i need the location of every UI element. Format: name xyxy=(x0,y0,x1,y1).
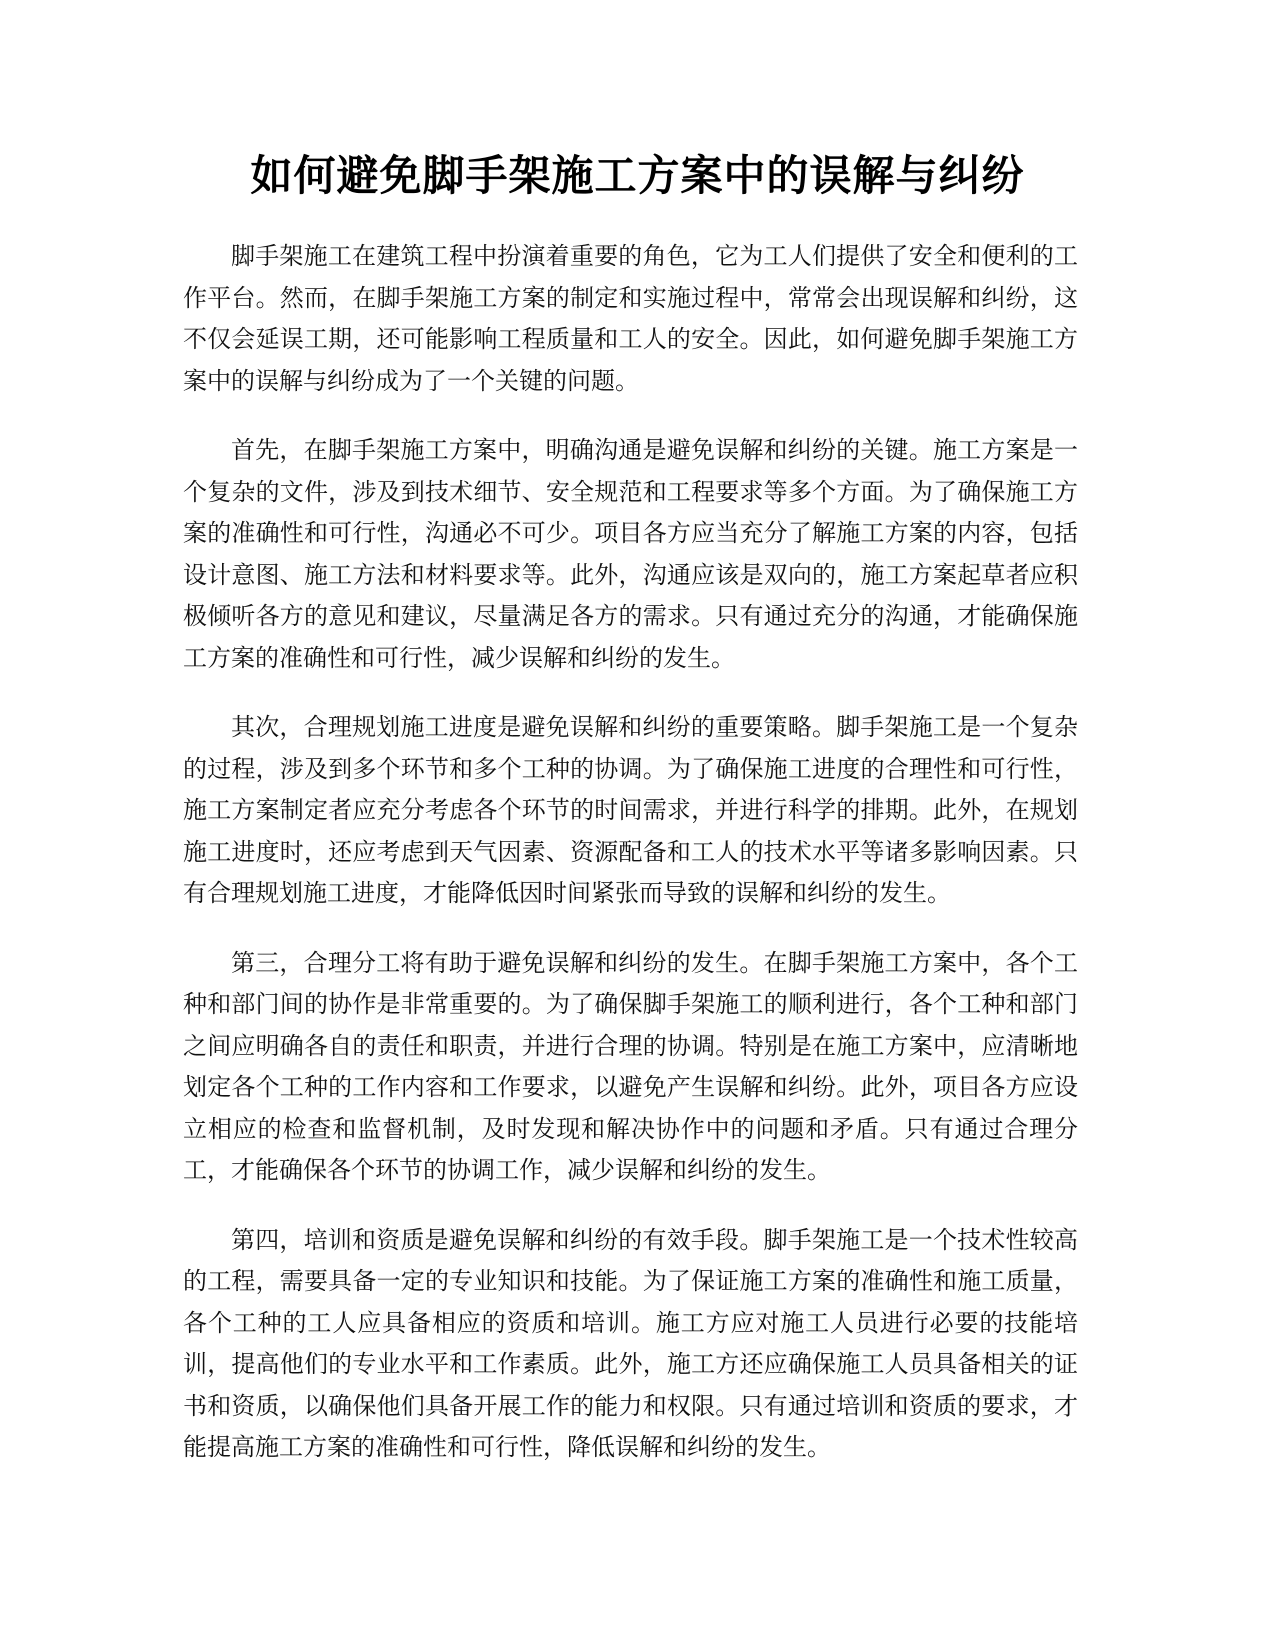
document-title: 如何避免脚手架施工方案中的误解与纠纷 xyxy=(250,151,1025,200)
paragraph-communication: 首先，在脚手架施工方案中，明确沟通是避免误解和纠纷的关键。施工方案是一个复杂的文件，涉及到技术细节、安全规范和工程要求等多个方面。为了确保施工方案的准确性和可行性，沟通必不可少。项目各方应当充分了解施工方案的内容，包括设计意图、施工方法和材料要求等。此外，沟通应该是双向的，施工方案起草者应积极倾听各方的意见和建议，尽量满足各方的需求。只有通过充分的沟通，才能确保施工方案的准确性和可行性，减少误解和纠纷的发生。 xyxy=(183,436,1078,672)
paragraph-division-of-labor: 第三，合理分工将有助于避免误解和纠纷的发生。在脚手架施工方案中，各个工种和部门间的协作是非常重要的。为了确保脚手架施工的顺利进行，各个工种和部门之间应明确各自的责任和职责，并进行合理的协调。特别是在施工方案中，应清晰地划定各个工种的工作内容和工作要求，以避免产生误解和纠纷。此外，项目各方应设立相应的检查和监督机制，及时发现和解决协作中的问题和矛盾。只有通过合理分工，才能确保各个环节的协调工作，减少误解和纠纷的发生。 xyxy=(183,948,1078,1184)
document-body xyxy=(183,236,1078,1497)
paragraph-intro: 脚手架施工在建筑工程中扮演着重要的角色，它为工人们提供了安全和便利的工作平台。然而，在脚手架施工方案的制定和实施过程中，常常会出现误解和纠纷，这不仅会延误工期，还可能影响工程质量和工人的安全。因此，如何避免脚手架施工方案中的误解与纠纷成为了一个关键的问题。 xyxy=(183,242,1078,395)
paragraph-schedule: 其次，合理规划施工进度是避免误解和纠纷的重要策略。脚手架施工是一个复杂的过程，涉及到多个环节和多个工种的协调。为了确保施工进度的合理性和可行性，施工方案制定者应充分考虑各个环节的时间需求，并进行科学的排期。此外，在规划施工进度时，还应考虑到天气因素、资源配备和工人的技术水平等诸多影响因素。只有合理规划施工进度，才能降低因时间紧张而导致的误解和纠纷的发生。 xyxy=(183,713,1078,907)
paragraph-training: 第四，培训和资质是避免误解和纠纷的有效手段。脚手架施工是一个技术性较高的工程，需要具备一定的专业知识和技能。为了保证施工方案的准确性和施工质量，各个工种的工人应具备相应的资质和培训。施工方应对施工人员进行必要的技能培训，提高他们的专业水平和工作素质。此外，施工方还应确保施工人员具备相关的证书和资质，以确保他们具备开展工作的能力和权限。只有通过培训和资质的要求，才能提高施工方案的准确性和可行性，降低误解和纠纷的发生。 xyxy=(183,1225,1078,1461)
